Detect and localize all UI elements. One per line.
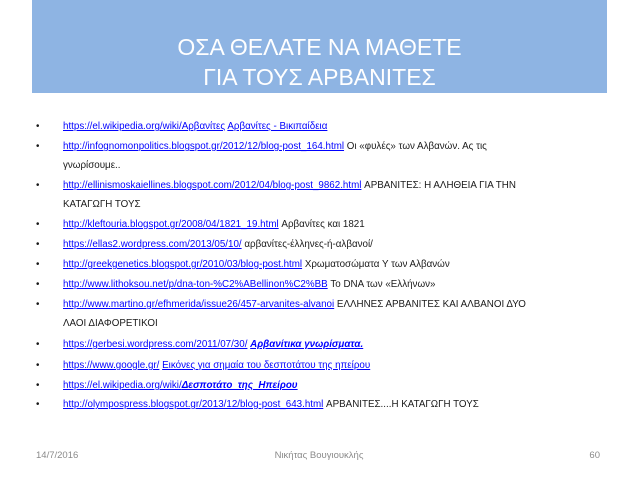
- bullet: •: [36, 399, 40, 410]
- link-url[interactable]: http://kleftouria.blogspot.gr/2008/04/1821_19.html: [63, 219, 279, 230]
- item-text: ΑΡΒΑΝΙΤΕΣ....Η ΚΑΤΑΓΩΓΗ ΤΟΥΣ: [323, 399, 479, 410]
- bullet: •: [36, 121, 40, 132]
- footer-page-number: 60: [589, 450, 600, 461]
- link-url[interactable]: https://ellas2.wordpress.com/2013/05/10/: [63, 239, 242, 250]
- bullet: •: [36, 219, 40, 230]
- item-text: αρβανίτες-έλληνες-ή-αλβανοί/: [241, 239, 373, 250]
- link-url[interactable]: https://el.wikipedia.org/wiki/: [63, 380, 182, 391]
- title-line-1: ΟΣΑ ΘΕΛΑΤΕ ΝΑ ΜΑΘΕΤΕ: [177, 34, 462, 60]
- item-text-continued: ΛΑΟΙ ΔΙΑΦΟΡΕΤΙΚΟΙ: [63, 318, 158, 329]
- link-url[interactable]: http://www.martino.gr/efhmerida/issue26/457-arvanites-alvanoi: [63, 299, 335, 310]
- link-url[interactable]: http://infognomonpolitics.blogspot.gr/2012/12/blog-post_164.html: [63, 141, 345, 152]
- link-title[interactable]: Αρβανίτικα γνωρίσματα.: [250, 339, 364, 350]
- bullet: •: [36, 279, 40, 290]
- item-text-continued: γνωρίσουμε..: [63, 160, 121, 171]
- bullet: •: [36, 360, 40, 371]
- item-text-continued: ΚΑΤΑΓΩΓΗ ΤΟΥΣ: [63, 199, 141, 210]
- item-text: Το DNA των «Ελλήνων»: [327, 279, 436, 290]
- bullet: •: [36, 180, 40, 191]
- link-url[interactable]: https://www.google.gr/: [63, 360, 160, 371]
- bullet: •: [36, 141, 40, 152]
- bullet: •: [36, 239, 40, 250]
- bullet: •: [36, 259, 40, 270]
- link-title[interactable]: Δεσποτάτο_της_Ηπείρου: [181, 380, 298, 391]
- link-url[interactable]: http://www.lithoksou.net/p/dna-ton-%C2%ABellinon%C2%BB: [63, 279, 328, 290]
- item-text: Αρβανίτες και 1821: [278, 219, 365, 230]
- link-url[interactable]: http://olympospress.blogspot.gr/2013/12/blog-post_643.html: [63, 399, 324, 410]
- footer-author: Νικήτας Βουγιουκλής: [274, 450, 364, 461]
- item-text: Οι «φυλές» των Αλβανών. Ας τις: [344, 141, 487, 152]
- footer-date: 14/7/2016: [36, 450, 79, 461]
- link-url[interactable]: http://ellinismoskaiellines.blogspot.com/2012/04/blog-post_9862.html: [63, 180, 362, 191]
- bullet: •: [36, 380, 40, 391]
- link-title[interactable]: Αρβανίτες - Βικιπαίδεια: [227, 121, 328, 132]
- link-title[interactable]: Εικόνες για σημαία του δεσποτάτου της ηπείρου: [162, 360, 371, 371]
- item-text: ΑΡΒΑΝΙΤΕΣ: Η ΑΛΗΘΕΙΑ ΓΙΑ ΤΗΝ: [361, 180, 516, 191]
- link-url[interactable]: http://greekgenetics.blogspot.gr/2010/03/blog-post.html: [63, 259, 303, 270]
- title-line-2: ΓΙΑ ΤΟΥΣ ΑΡΒΑΝΙΤΕΣ: [203, 64, 436, 90]
- item-text: ΕΛΛΗΝΕΣ ΑΡΒΑΝΙΤΕΣ ΚΑΙ ΑΛΒΑΝΟΙ ΔΥΟ: [334, 299, 526, 310]
- link-url[interactable]: https://gerbesi.wordpress.com/2011/07/30/: [63, 339, 248, 350]
- item-text: Χρωματοσώματα Υ των Αλβανών: [302, 259, 450, 270]
- link-url[interactable]: https://el.wikipedia.org/wiki/Αρβανίτες: [63, 121, 226, 132]
- bullet: •: [36, 299, 40, 310]
- bullet: •: [36, 339, 40, 350]
